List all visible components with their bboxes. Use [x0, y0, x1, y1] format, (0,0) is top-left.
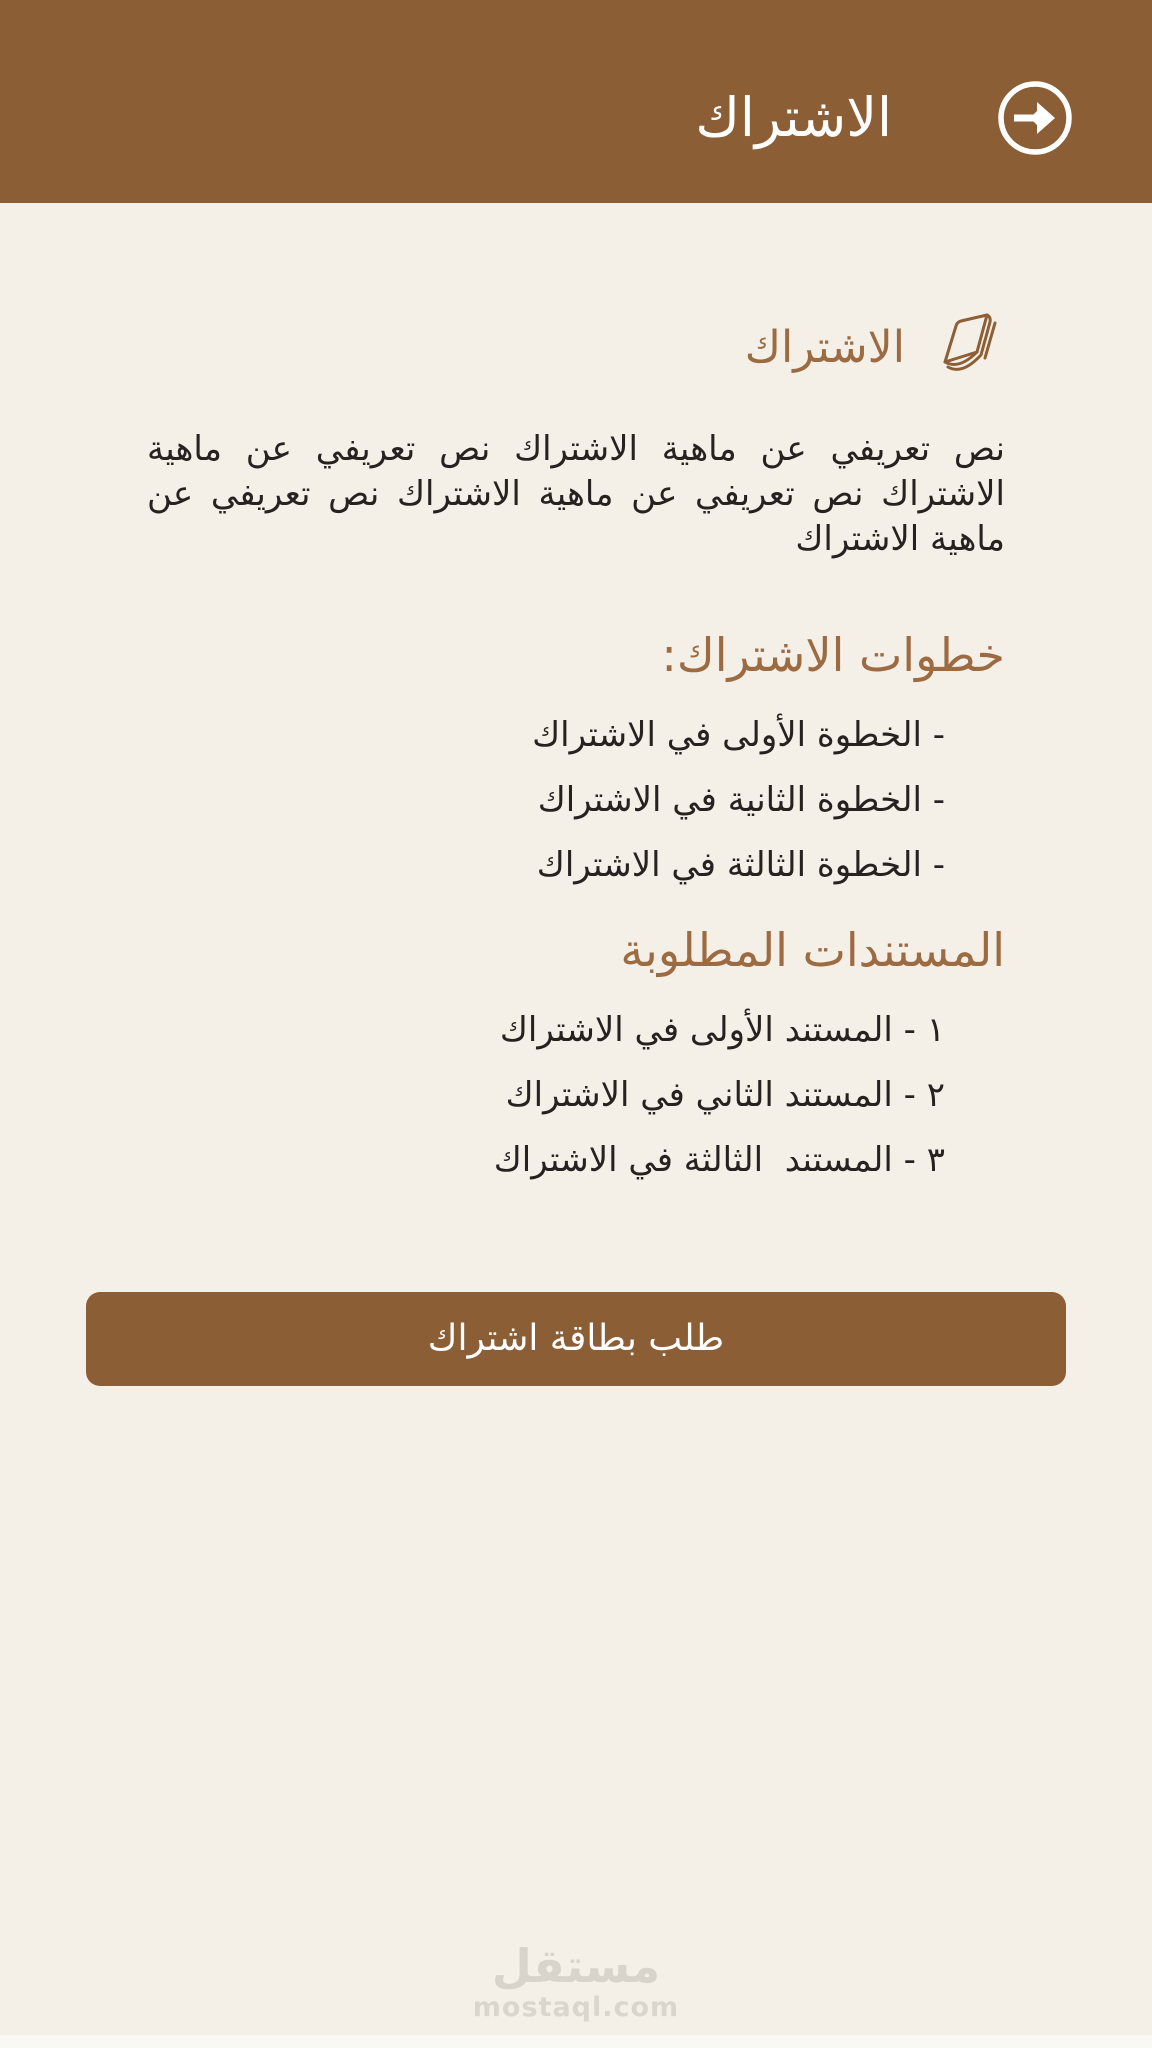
steps-section: [147, 627, 1005, 898]
intro-section: [147, 313, 1005, 562]
list-item: ٣ - المستند الثالثة في الاشتراك: [493, 1140, 945, 1180]
arrow-right-circle-icon: [997, 80, 1073, 156]
request-subscription-card-button[interactable]: طلب بطاقة اشتراك: [86, 1292, 1066, 1386]
back-button[interactable]: [997, 80, 1073, 156]
documents-section: [147, 922, 1005, 1193]
main-content: [0, 203, 1152, 1386]
watermark-logo: مستقل: [491, 1939, 661, 1993]
list-item: - الخطوة الثالثة في الاشتراك: [536, 845, 945, 885]
list-item: - الخطوة الثانية في الاشتراك: [537, 780, 945, 820]
bottom-strip: [0, 2035, 1152, 2048]
documents-list: [147, 998, 1005, 1193]
steps-heading: خطوات الاشتراك:: [661, 628, 1005, 682]
watermark: [0, 1940, 1152, 2023]
list-item: ٢ - المستند الثاني في الاشتراك: [505, 1075, 945, 1115]
app-header: [0, 0, 1152, 203]
watermark-site-url: mostaql.com: [472, 1992, 680, 2023]
page-title: الاشتراك: [695, 85, 892, 149]
intro-heading: الاشتراك: [744, 322, 905, 373]
steps-list: [147, 703, 1005, 898]
book-icon: [935, 310, 1005, 386]
intro-body-text: نص تعريفي عن ماهية الاشتراك نص تعريفي عن ماهية الاشتراك نص تعريفي عن ماهية الاشتراك نص تعريفي عن ماهية الاشتراك: [147, 429, 1005, 559]
list-item: ١ - المستند الأولى في الاشتراك: [499, 1010, 945, 1050]
documents-heading: المستندات المطلوبة: [620, 923, 1005, 977]
list-item: - الخطوة الأولى في الاشتراك: [532, 715, 945, 755]
